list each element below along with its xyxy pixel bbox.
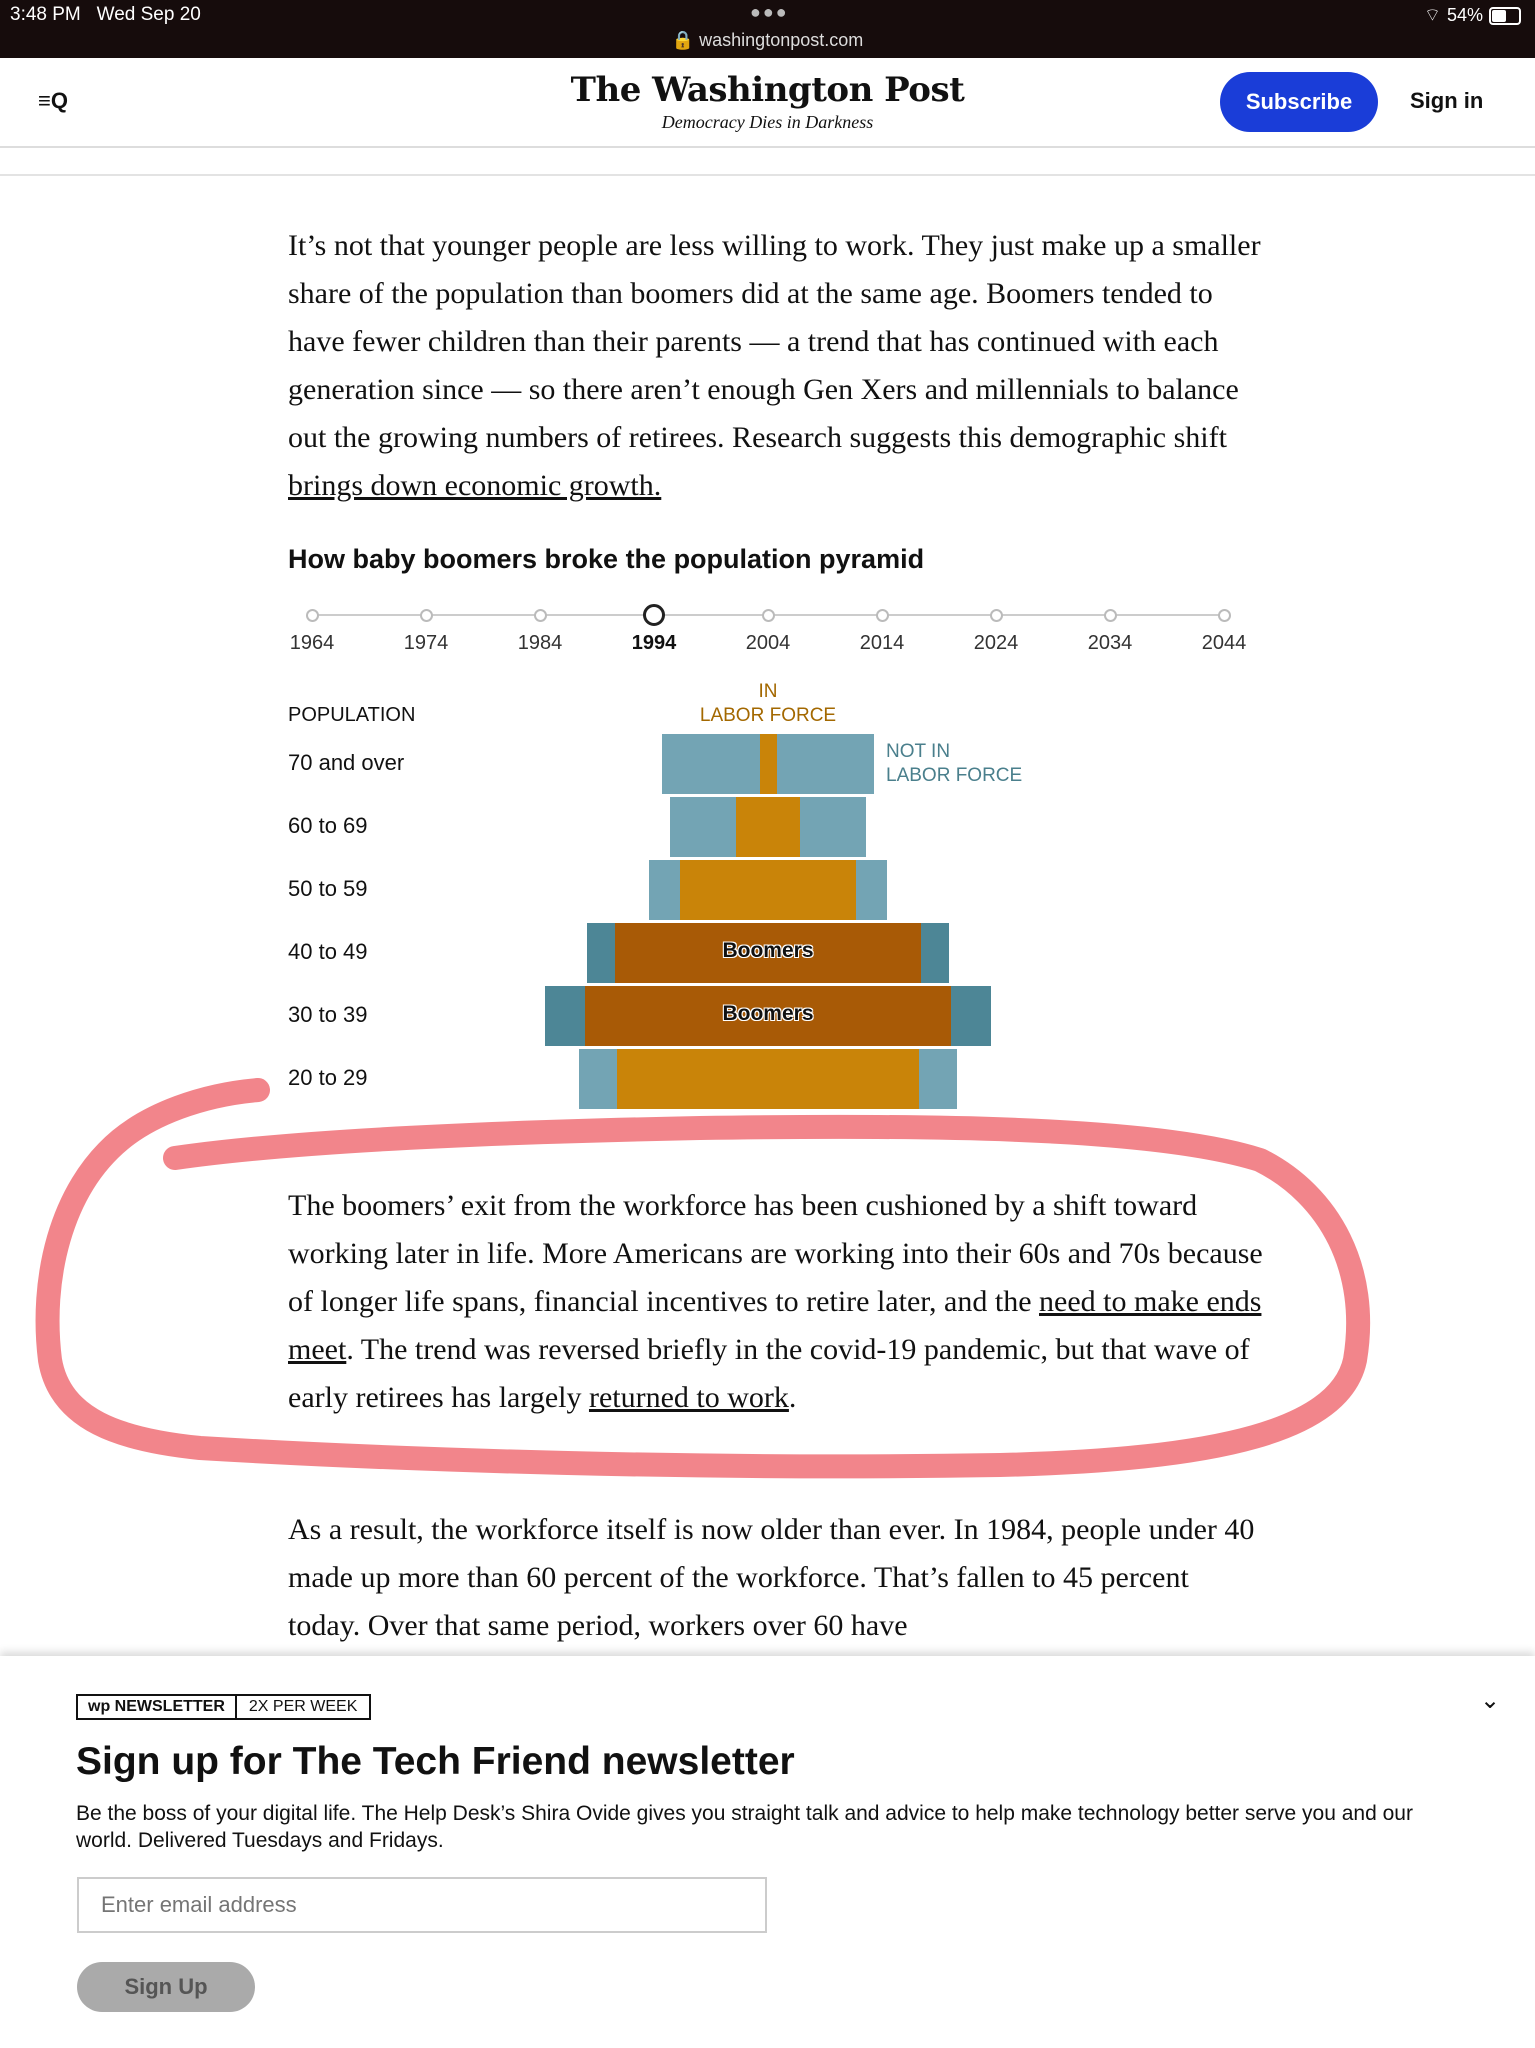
returned-to-work-link[interactable]: returned to work — [588, 1381, 789, 1414]
chart-title: How baby boomers broke the population pyramid — [288, 544, 925, 574]
newsletter-frequency: 2X PER WEEK — [248, 1698, 358, 1715]
chevron-down-icon[interactable]: ⌄ — [1480, 1687, 1501, 1714]
boomers-annotation-4: Boomers — [722, 1002, 814, 1025]
ends-meet-link[interactable]: need to make ends meet — [288, 1285, 1262, 1366]
timeline-dot-2034[interactable] — [1104, 609, 1117, 622]
timeline-label-1964[interactable]: 1964 — [289, 632, 335, 654]
site-tagline: Democracy Dies in Darkness — [661, 112, 874, 132]
timeline-dot-1994[interactable] — [643, 604, 665, 626]
site-logo[interactable]: The Washington Post — [570, 70, 965, 110]
address-bar[interactable]: 🔒 washingtonpost.com — [671, 30, 864, 50]
timeline-label-2014[interactable]: 2014 — [859, 632, 905, 654]
sign-up-button[interactable]: Sign Up — [77, 1962, 255, 2012]
timeline-label-1974[interactable]: 1974 — [403, 632, 449, 654]
timeline-label-1994[interactable]: 1994 — [631, 632, 677, 654]
age-label-0: 70 and over — [288, 750, 405, 775]
subscribe-button[interactable]: Subscribe — [1220, 72, 1378, 132]
in-labor-bar-2 — [680, 860, 856, 920]
population-axis-label: POPULATION — [288, 704, 416, 726]
tab-dots-icon[interactable]: ●●● — [750, 2, 789, 22]
age-label-3: 40 to 49 — [288, 939, 368, 964]
newsletter-signup-panel — [0, 1656, 1535, 2048]
article-paragraph-1 — [288, 222, 1268, 510]
site-header — [0, 58, 1535, 148]
sign-in-link[interactable]: Sign in — [1410, 88, 1484, 113]
email-input[interactable] — [77, 1877, 767, 1933]
article-paragraph-3: As a result, the workforce itself is now older than ever. In 1984, people under 40 made up more than 60 percent of the workforce. That’s fallen to 45 percent today. Over that same period, workers over 60 have — [288, 1513, 1255, 1642]
timeline-label-2004[interactable]: 2004 — [745, 632, 791, 654]
paragraph-text: The boomers’ exit from the workforce has been cushioned by a shift toward working later in life. More Americans are working into their 60s and 70s because of longer life spans, financial incentives to retire later, and the — [288, 1189, 1263, 1318]
header-divider — [0, 174, 1535, 176]
timeline-dot-2044[interactable] — [1218, 609, 1231, 622]
battery-indicator: ⌔ 54% — [1424, 4, 1521, 27]
in-labor-force-label: IN LABOR FORCE — [699, 681, 837, 726]
boomers-annotation-3: Boomers — [722, 939, 814, 962]
in-labor-bar-1 — [736, 797, 800, 857]
status-bar — [0, 0, 1535, 58]
newsletter-title: Sign up for The Tech Friend newsletter — [76, 1740, 795, 1783]
timeline-label-1984[interactable]: 1984 — [517, 632, 563, 654]
newsletter-brand: wp NEWSLETTER — [78, 1696, 237, 1718]
menu-search-icon[interactable]: ≡Q — [38, 88, 68, 113]
newsletter-description: Be the boss of your digital life. The Help Desk’s Shira Ovide gives you straight talk and advice to help make technology better serve you and our world. Delivered Tuesdays and Fridays. — [76, 1802, 1413, 1852]
in-labor-bar-5 — [617, 1049, 919, 1109]
timeline-dot-2004[interactable] — [762, 609, 775, 622]
in-labor-bar-0 — [760, 734, 777, 794]
timeline-dot-1964[interactable] — [306, 609, 319, 622]
paragraph-text: It’s not that younger people are less willing to work. They just make up a smaller share of the population than boomers did at the same age. Boomers tended to have fewer children than their parents — a trend that has continued with each generation since — so there aren’t enough Gen Xers and millennials to balance out the growing numbers of retirees. Research suggests this demographic shift — [288, 229, 1261, 454]
status-time: 3:48 PM Wed Sep 20 — [10, 4, 201, 25]
timeline-label-2024[interactable]: 2024 — [973, 632, 1019, 654]
timeline-label-2034[interactable]: 2034 — [1087, 632, 1133, 654]
battery-icon — [1489, 7, 1521, 25]
not-in-labor-force-label: NOT IN LABOR FORCE — [886, 741, 1023, 786]
newsletter-badge — [76, 1694, 371, 1720]
economic-growth-link[interactable]: brings down economic growth. — [288, 469, 662, 502]
timeline-dot-2024[interactable] — [990, 609, 1003, 622]
age-label-5: 20 to 29 — [288, 1065, 368, 1090]
age-label-1: 60 to 69 — [288, 813, 368, 838]
wifi-icon: ⌔ — [1424, 5, 1441, 25]
paragraph-text: . — [788, 1381, 797, 1414]
timeline-label-2044[interactable]: 2044 — [1201, 632, 1247, 654]
timeline-dot-2014[interactable] — [876, 609, 889, 622]
age-label-2: 50 to 59 — [288, 876, 368, 901]
article-paragraph-2 — [288, 1182, 1268, 1422]
timeline-dot-1984[interactable] — [534, 609, 547, 622]
timeline-dot-1974[interactable] — [420, 609, 433, 622]
age-label-4: 30 to 39 — [288, 1002, 368, 1027]
paragraph-text: . The trend was reversed briefly in the covid-19 pandemic, but that wave of early retirees has largely — [288, 1333, 1250, 1414]
